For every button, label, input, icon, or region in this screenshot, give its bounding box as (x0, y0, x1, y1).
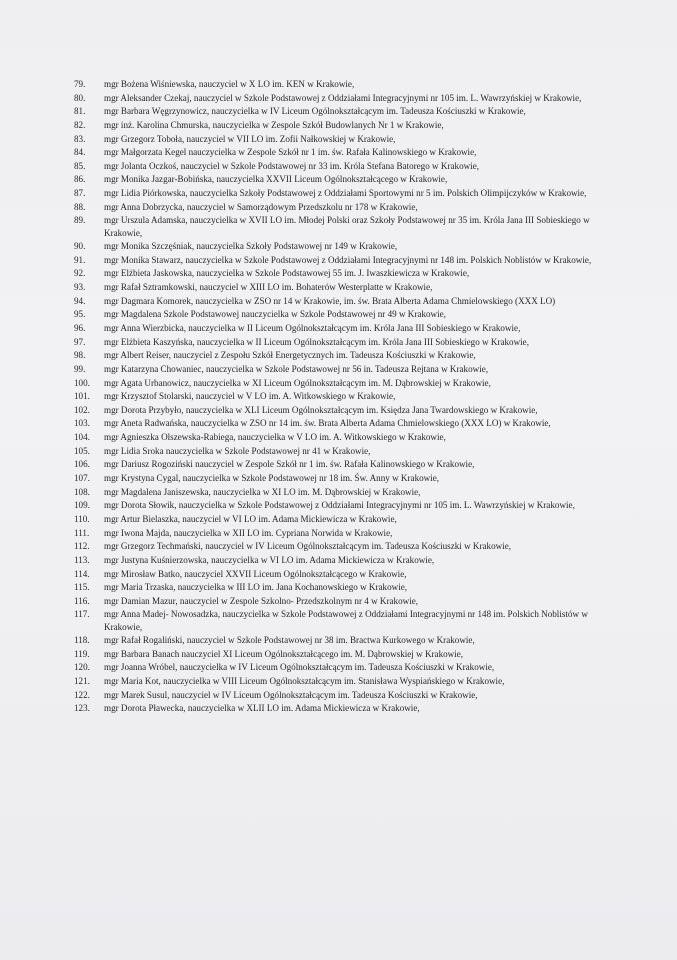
entry-text: mgr Elżbieta Kaszyńska, nauczycielka w II Liceum Ogólnokształcącym im. Króla Jana III Sobieskiego w Krakowie, (104, 336, 529, 347)
list-item (74, 390, 599, 402)
list-item (74, 119, 599, 131)
list-item (74, 499, 599, 511)
entry-text: mgr Agnieszka Olszewska-Rabiega, nauczycielka w V LO im. A. Witkowskiego w Krakowie, (104, 432, 446, 443)
entry-number: 109. (74, 500, 90, 511)
entry-number: 94. (74, 295, 86, 306)
entry-number: 103. (74, 418, 90, 429)
entry-text: mgr inż. Karolina Chmurska, nauczycielka w Zespole Szkół Budowlanych Nr 1 w Krakowie, (104, 119, 444, 130)
entry-text: mgr Damian Mazur, nauczyciel w Zespole Szkolno- Przedszkolnym nr 4 w Krakowie, (104, 595, 419, 606)
list-item (74, 675, 599, 687)
list-item (74, 78, 599, 90)
entry-text: mgr Rafał Rogaliński, nauczyciel w Szkole Podstawowej nr 38 im. Bractwa Kurkowego w Krakowie, (104, 635, 475, 646)
entry-number: 110. (74, 513, 90, 524)
entry-number: 108. (74, 486, 90, 497)
list-item (74, 431, 599, 443)
entry-text: mgr Maria Trzaska, nauczycielka w III LO im. Jana Kochanowskiego w Krakowie, (104, 582, 408, 593)
entry-text: mgr Monika Stawarz, nauczycielka w Szkole Podstawowej z Oddziałami Integracyjnymi nr 148 im. Polskich Noblistów w Krakowie, (104, 254, 592, 265)
entry-number: 83. (74, 133, 86, 144)
list-item (74, 581, 599, 593)
entry-text: mgr Monika Jazgar-Bobińska, nauczycielka XXVII Liceum Ogólnokształcącego w Krakowie, (104, 174, 448, 185)
entry-text: mgr Jolanta Oczkoś, nauczyciel w Szkole Podstawowej nr 33 im. Króla Stefana Batorego w Krakowie, (104, 160, 480, 171)
list-item (74, 540, 599, 552)
entry-text: mgr Aleksander Czekaj, nauczyciel w Szkole Podstawowej z Oddziałami Integracyjnymi nr 105 im. L. Wawrzyńskiej w Krakowie, (104, 92, 582, 103)
entry-text: mgr Dorota Przybyło, nauczycielka w XLI Liceum Ogólnokształcącym im. Księdza Jana Twardowskiego w Krakowie, (104, 404, 538, 415)
list-item (74, 377, 599, 389)
entry-text: mgr Magdalena Szkole Podstawowej nauczycielka w Szkole Podstawowej nr 49 w Krakowie, (104, 309, 446, 320)
entry-number: 113. (74, 554, 90, 565)
entry-number: 122. (74, 689, 90, 700)
list-item (74, 595, 599, 607)
entry-text: mgr Krzysztof Stolarski, nauczyciel w V LO im. A. Witkowskiego w Krakowie, (104, 391, 396, 402)
list-item (74, 486, 599, 498)
entry-number: 101. (74, 391, 90, 402)
entry-number: 99. (74, 363, 86, 374)
list-item (74, 648, 599, 660)
list-item (74, 568, 599, 580)
entry-number: 105. (74, 445, 90, 456)
entry-text: mgr Agata Urbanowicz, nauczycielka w XI Liceum Ogólnokształcącym im. M. Dąbrowskiej w Krakowie, (104, 377, 491, 388)
entry-text: mgr Rafał Sztramkowski, nauczyciel w XIII LO im. Bohaterów Westerplatte w Krakowie, (104, 282, 433, 293)
entry-text: mgr Artur Bielaszka, nauczyciel w VI LO im. Adama Mickiewicza w Krakowie, (104, 513, 397, 524)
entry-number: 104. (74, 432, 90, 443)
list-item (74, 608, 599, 632)
entry-text: mgr Iwona Majda, nauczycielka w XII LO im. Cypriana Norwida w Krakowie, (104, 527, 393, 538)
list-item (74, 472, 599, 484)
entry-text: mgr Anna Dobrzycka, nauczyciel w Samorządowym Przedszkolu nr 178 w Krakowie, (104, 201, 418, 212)
entry-number: 100. (74, 377, 90, 388)
entry-number: 96. (74, 322, 86, 333)
entry-number: 95. (74, 309, 86, 320)
list-item (74, 445, 599, 457)
entry-number: 98. (74, 350, 86, 361)
list-item (74, 417, 599, 429)
list-item (74, 527, 599, 539)
list-item (74, 661, 599, 673)
list-item (74, 240, 599, 252)
entry-number: 107. (74, 473, 90, 484)
list-item (74, 160, 599, 172)
entry-number: 85. (74, 160, 86, 171)
entry-text: mgr Mirosław Batko, nauczyciel XXVII Liceum Ogólnokształcącego w Krakowie, (104, 568, 407, 579)
entry-number: 106. (74, 459, 90, 470)
list-item (74, 702, 599, 714)
entry-number: 90. (74, 241, 86, 252)
entry-number: 112. (74, 541, 90, 552)
list-item (74, 295, 599, 307)
list-item (74, 554, 599, 566)
list-item (74, 336, 599, 348)
entry-number: 82. (74, 119, 86, 130)
list-item (74, 281, 599, 293)
entry-text: mgr Katarzyna Chowaniec, nauczycielka w Szkole Podstawowej nr 56 in. Tadeusza Rejtana w Krakowie, (104, 363, 489, 374)
list-item (74, 173, 599, 185)
list-item (74, 92, 599, 104)
entry-number: 88. (74, 201, 86, 212)
list-item (74, 201, 599, 213)
list-item (74, 322, 599, 334)
entry-number: 115. (74, 582, 90, 593)
entry-number: 81. (74, 106, 86, 117)
entry-text: mgr Albert Reiser, nauczyciel z Zespołu Szkół Energetycznych im. Tadeusza Kościuszki w Krakowie, (104, 350, 476, 361)
entry-number: 91. (74, 254, 86, 265)
entry-number: 93. (74, 282, 86, 293)
entry-text: mgr Lidia Piórkowska, nauczycielka Szkoły Podstawowej z Oddziałami Sportowymi nr 5 im. Polskich Olimpijczyków w Krakowie, (104, 188, 587, 199)
entry-number: 120. (74, 662, 90, 673)
entry-text: mgr Grzegorz Techmański, nauczyciel w IV Liceum Ogólnokształcącym im. Tadeusza Kościuszki w Krakowie, (104, 541, 512, 552)
list-item (74, 214, 599, 238)
entry-text: mgr Magdalena Janiszewska, nauczycielka w XI LO im. M. Dąbrowskiej w Krakowie, (104, 486, 421, 497)
entry-text: mgr Maria Kot, nauczycielka w VIII Liceum Ogólnokształcącym im. Stanisława Wyspiańskiego w Krakowie, (104, 676, 505, 687)
entry-text: mgr Anna Wierzbicka, nauczycielka w II Liceum Ogólnokształcącym im. Króla Jana III Sobieskiego w Krakowie, (104, 322, 521, 333)
list-item (74, 105, 599, 117)
signatory-list (74, 78, 599, 716)
entry-number: 79. (74, 79, 86, 89)
entry-number: 119. (74, 648, 90, 659)
entry-number: 89. (74, 215, 86, 226)
entry-number: 84. (74, 147, 86, 158)
entry-text: mgr Bożena Wiśniewska, nauczyciel w X LO im. KEN w Krakowie, (104, 79, 355, 89)
entry-number: 86. (74, 174, 86, 185)
entry-text: mgr Barbara Węgrzynowicz, nauczycielka w IV Liceum Ogólnokształcącym im. Tadeusza Kościuszki w Krakowie, (104, 106, 526, 117)
list-item (74, 689, 599, 701)
entry-number: 123. (74, 703, 90, 714)
entry-number: 121. (74, 676, 90, 687)
list-item (74, 254, 599, 266)
entry-number: 111. (74, 527, 90, 538)
list-item (74, 634, 599, 646)
entry-text: mgr Anna Madej- Nowosadzka, nauczycielka w Szkole Podstawowej z Oddziałami Integracyjnymi nr 148 im. Polskich Noblistów w Krakowie, (104, 609, 588, 632)
entry-text: mgr Dorota Słowik, nauczycielka w Szkole Podstawowej z Oddziałami Integracyjnymi nr 105 im. L. Wawrzyńskiej w Krakowie, (104, 500, 575, 511)
list-item (74, 349, 599, 361)
entry-number: 117. (74, 609, 90, 620)
entry-number: 116. (74, 595, 90, 606)
entry-number: 80. (74, 92, 86, 103)
entry-text: mgr Elżbieta Jaskowska, nauczycielka w Szkole Podstawowej 55 im. J. Iwaszkiewicza w Krakowie, (104, 268, 470, 279)
entry-text: mgr Małgorzata Kegel nauczycielka w Zespole Szkół nr 1 im. św. Rafała Kalinowskiego w Krakowie, (104, 147, 477, 158)
list-item (74, 363, 599, 375)
entry-text: mgr Justyna Kuśnierzowska, nauczycielka w VI LO im. Adama Mickiewicza w Krakowie, (104, 554, 435, 565)
entry-number: 102. (74, 404, 90, 415)
entry-text: mgr Joanna Wróbel, nauczycielka w IV Liceum Ogólnokształcącym im. Tadeusza Kościuszki w Krakowie, (104, 662, 495, 673)
entry-text: mgr Dorota Pławecka, nauczycielka w XLII LO im. Adama Mickiewicza w Krakowie, (104, 703, 420, 714)
entry-text: mgr Aneta Radwańska, nauczycielka w ZSO nr 14 im. św. Brata Alberta Adama Chmielowskiego (XXX LO) w Krakowie, (104, 418, 551, 429)
entry-text: mgr Marek Susul, nauczyciel w IV Liceum Ogólnokształcącym im. Tadeusza Kościuszki w Krakowie, (104, 689, 478, 700)
entry-number: 87. (74, 188, 86, 199)
list-item (74, 458, 599, 470)
entry-text: mgr Krystyna Cygal, nauczycielka w Szkole Podstawowej nr 18 im. Św. Anny w Krakowie, (104, 473, 440, 484)
list-item (74, 308, 599, 320)
entry-number: 118. (74, 635, 90, 646)
entry-number: 114. (74, 568, 90, 579)
entry-text: mgr Barbara Banach nauczyciel XI Liceum Ogólnokształcącego im. M. Dąbrowskiej w Krakowie, (104, 648, 464, 659)
entry-text: mgr Dagmara Komorek, nauczycielka w ZSO nr 14 w Krakowie, im. św. Brata Alberta Adama Chmielowskiego (XXX LO) (104, 295, 556, 306)
entry-number: 92. (74, 268, 86, 279)
entry-text: mgr Lidia Sroka nauczycielka w Szkole Podstawowej nr 41 w Krakowie, (104, 445, 371, 456)
entry-text: mgr Monika Szczęśniak, nauczycielka Szkoły Podstawowej nr 149 w Krakowie, (104, 241, 398, 252)
entry-number: 97. (74, 336, 86, 347)
list-item (74, 404, 599, 416)
list-item (74, 267, 599, 279)
entry-text: mgr Dariusz Rogoziński nauczyciel w Zespole Szkół nr 1 im. św. Rafała Kalinowskiego w Krakowie, (104, 459, 475, 470)
entry-text: mgr Grzegorz Toboła, nauczyciel w VII LO im. Zofii Nałkowskiej w Krakowie, (104, 133, 396, 144)
entry-text: mgr Urszula Adamska, nauczycielka w XVII LO im. Młodej Polski oraz Szkoły Podstawowej nr 35 im. Króla Jana III Sobieskiego w Krakowie, (104, 215, 590, 238)
list-item (74, 146, 599, 158)
list-item (74, 133, 599, 145)
list-item (74, 187, 599, 199)
list-item (74, 513, 599, 525)
